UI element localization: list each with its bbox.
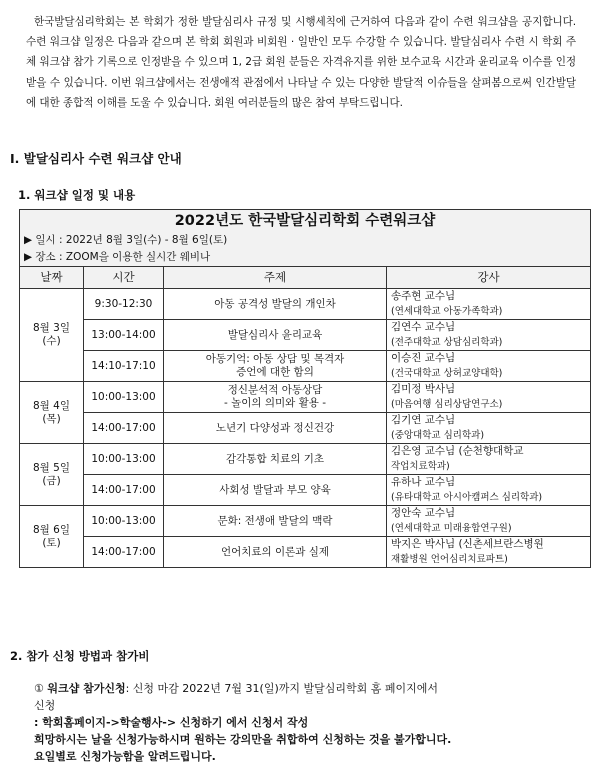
session-time: 13:00-14:00 <box>84 320 164 351</box>
day-weekday: (토) <box>42 536 61 549</box>
instructor-affiliation: 작업치료학과) <box>391 461 450 472</box>
session-instructor <box>387 444 591 475</box>
session-topic-line2: - 놀이의 의미와 활용 - <box>223 397 327 409</box>
session-topic <box>164 351 387 382</box>
day-cell <box>20 289 84 382</box>
section-heading-workshop: I. 발달심리사 수련 워크샵 안내 <box>10 151 182 166</box>
instructor-name: 정안숙 교수님 <box>391 507 456 519</box>
day-date: 8월 3일 <box>33 322 70 334</box>
schedule-date-line: ▶ 일시 : 2022년 8월 3일(수) - 8월 6일(토) <box>20 232 591 249</box>
application-info <box>34 680 554 765</box>
session-topic: 사회성 발달과 부모 양육 <box>164 475 387 506</box>
schedule-table <box>19 209 591 568</box>
instructor-name: 김은영 교수님 (순천향대학교 <box>391 445 524 457</box>
subsection-heading-schedule: 1. 워크샵 일정 및 내용 <box>18 188 136 202</box>
table-row <box>20 413 591 444</box>
instructor-affiliation: (건국대학교 상허교양대학) <box>391 368 503 379</box>
instructor-affiliation: (유타대학교 아시아캠퍼스 심리학과) <box>391 492 543 503</box>
session-time: 14:00-17:00 <box>84 475 164 506</box>
col-header-date: 날짜 <box>20 267 84 289</box>
day-date: 8월 6일 <box>33 523 70 536</box>
instructor-name: 박지은 박사님 (신촌세브란스병원 <box>391 538 544 550</box>
application-note2: 요일별로 신청가능함을 알려드립니다. <box>34 750 216 763</box>
session-topic: 아동 공격성 발달의 개인차 <box>164 289 387 320</box>
session-instructor <box>387 351 591 382</box>
day-cell <box>20 382 84 444</box>
instructor-name: 유하나 교수님 <box>391 476 456 488</box>
table-row <box>20 506 591 537</box>
instructor-affiliation: 재활병원 언어심리치료파트) <box>391 554 508 565</box>
instructor-name: 이승진 교수님 <box>391 352 456 364</box>
instructor-affiliation: (전주대학교 상담심리학과) <box>391 337 503 348</box>
table-row <box>20 320 591 351</box>
table-row <box>20 475 591 506</box>
instructor-name: 송주현 교수님 <box>391 290 456 302</box>
session-topic-line2: 증언에 대한 함의 <box>236 366 314 378</box>
session-topic: 문화: 전생애 발달의 맥락 <box>164 506 387 537</box>
session-time: 9:30-12:30 <box>84 289 164 320</box>
session-instructor <box>387 475 591 506</box>
table-row <box>20 289 591 320</box>
session-time: 14:00-17:00 <box>84 413 164 444</box>
application-text-cont: 신청 <box>34 699 56 712</box>
session-topic-line1: 아동기억: 아동 상담 및 목격자 <box>205 353 345 365</box>
instructor-affiliation: (마음여행 심리상담연구소) <box>391 399 503 410</box>
session-topic: 발달심리사 윤리교육 <box>164 320 387 351</box>
application-text: : 신청 마감 2022년 7월 31(일)까지 발달심리학회 홈 페이지에서 <box>125 682 438 695</box>
day-date: 8월 5일 <box>33 461 70 474</box>
day-weekday: (금) <box>42 474 61 487</box>
session-time: 10:00-13:00 <box>84 444 164 475</box>
schedule-place-line: ▶ 장소 : ZOOM을 이용한 실시간 웨비나 <box>20 249 591 267</box>
day-weekday: (목) <box>42 412 61 425</box>
table-row <box>20 537 591 568</box>
session-topic: 감각통합 치료의 기초 <box>164 444 387 475</box>
session-instructor <box>387 320 591 351</box>
application-line1 <box>34 680 554 697</box>
table-row <box>20 382 591 413</box>
day-date: 8월 4일 <box>33 399 70 412</box>
intro-paragraph: 한국발달심리학회는 본 학회가 정한 발달심리사 규정 및 시행세칙에 근거하여 다음과 같이 수련 워크샵을 공지합니다. 수련 워크샵 일정은 다음과 같으며 본 학회 회원과 비회원 · 일반인 모두 수강할 수 있습니다. 발달심리사 수련 시 학회 주체 워크샵 참가 기록으로 인정받을 수 있으며 1, 2급 회원 분들은 자격유지를 위한 보수교육 시간과 윤리교육 이수를 인정받을 수 있습니다. 이번 워크샵에서는 전생애적 관점에서 나타날 수 있는 다양한 발달적 이슈들을 살펴봄으로써 인간발달에 대한 종합적 이해를 도울 수 있습니다. 회원 여러분들의 많은 참여 부탁드립니다. <box>26 16 576 109</box>
day-cell <box>20 444 84 506</box>
instructor-name: 김기연 교수님 <box>391 414 456 426</box>
session-instructor <box>387 382 591 413</box>
col-header-time: 시간 <box>84 267 164 289</box>
session-time: 14:10-17:10 <box>84 351 164 382</box>
session-topic: 언어치료의 이론과 실제 <box>164 537 387 568</box>
col-header-topic: 주제 <box>164 267 387 289</box>
session-instructor <box>387 506 591 537</box>
list-marker: ① <box>34 682 44 695</box>
table-row <box>20 351 591 382</box>
instructor-affiliation: (연세대학교 미래융합연구원) <box>391 523 512 534</box>
table-row <box>20 444 591 475</box>
section-heading-application: 2. 참가 신청 방법과 참가비 <box>10 649 150 663</box>
session-instructor <box>387 289 591 320</box>
session-topic <box>164 382 387 413</box>
session-time: 14:00-17:00 <box>84 537 164 568</box>
session-instructor <box>387 537 591 568</box>
instructor-name: 김연수 교수님 <box>391 321 456 333</box>
day-weekday: (수) <box>42 335 61 347</box>
application-note1: 희망하시는 날을 신청가능하시며 원하는 강의만을 취합하여 신청하는 것을 불가합니다. <box>34 733 452 746</box>
session-time: 10:00-13:00 <box>84 506 164 537</box>
instructor-affiliation: (중앙대학교 심리학과) <box>391 430 485 441</box>
instructor-affiliation: (연세대학교 아동가족학과) <box>391 306 503 317</box>
session-instructor <box>387 413 591 444</box>
instructor-name: 김미정 박사님 <box>391 383 456 395</box>
col-header-instructor: 강사 <box>387 267 591 289</box>
application-path: : 학회홈페이지->학술행사-> 신청하기 에서 신청서 작성 <box>34 716 309 729</box>
day-cell <box>20 506 84 568</box>
schedule-title: 2022년도 한국발달심리학회 수련워크샵 <box>20 210 591 233</box>
application-label: 워크샵 참가신청 <box>47 682 126 695</box>
session-topic: 노년기 다양성과 정신건강 <box>164 413 387 444</box>
session-time: 10:00-13:00 <box>84 382 164 413</box>
session-topic-line1: 정신분석적 아동상담 <box>227 384 323 396</box>
